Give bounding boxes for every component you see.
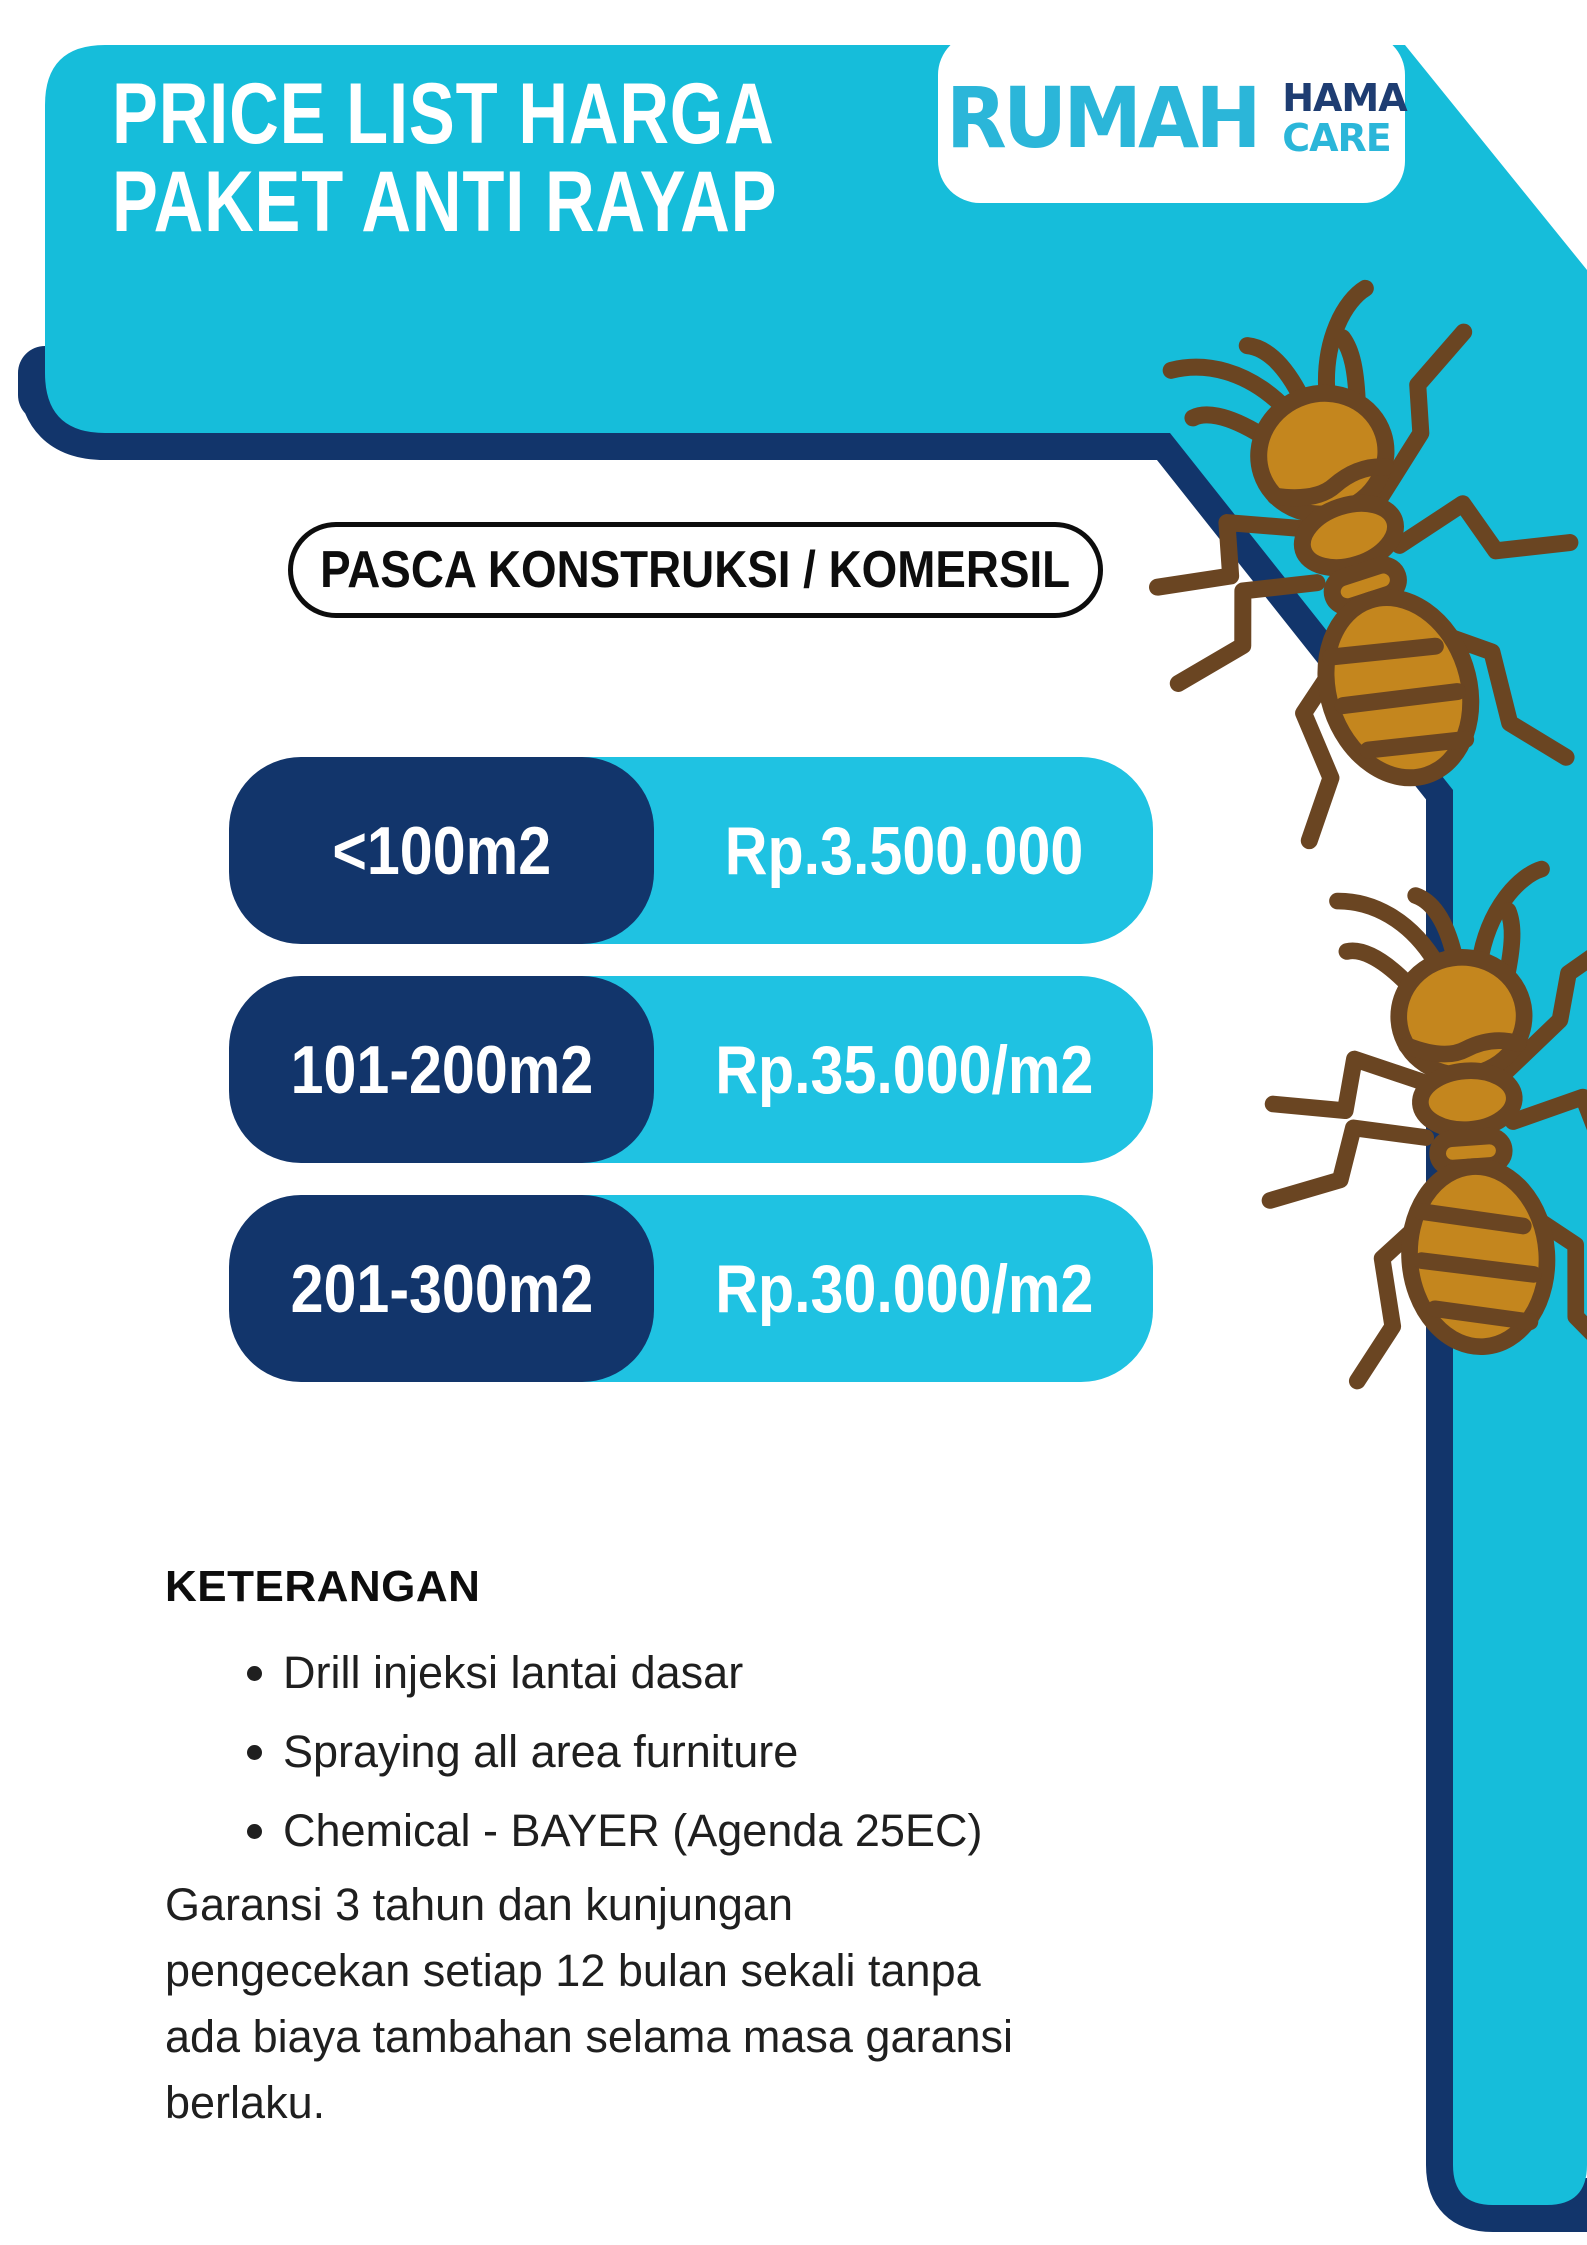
price-value: Rp.3.500.000 — [724, 812, 1084, 889]
area-pill — [229, 1195, 654, 1382]
page-title-line2: PAKET ANTI RAYAP — [112, 154, 778, 250]
price-row — [229, 1195, 1153, 1382]
price-value: Rp.30.000/m2 — [714, 1250, 1094, 1327]
logo-word-hama: HAMA — [1282, 76, 1407, 120]
notes-heading: KETERANGAN — [165, 1562, 481, 1611]
list-item: Chemical - BAYER (Agenda 25EC) — [165, 1806, 982, 1856]
guarantee-text: Garansi 3 tahun dan kunjungan pengecekan setiap 12 bulan sekali tanpa ada biaya tambahan selama masa garansi berlaku. — [165, 1879, 1014, 2128]
logo-subwords — [1282, 78, 1406, 158]
page-title-line1: PRICE LIST HARGA — [112, 66, 775, 162]
price-row — [229, 976, 1153, 1163]
category-badge-label: PASCA KONSTRUKSI / KOMERSIL — [320, 541, 1071, 599]
area-label: 101-200m2 — [290, 1031, 593, 1108]
area-pill — [229, 976, 654, 1163]
logo-wordmark: RUMAH — [946, 69, 1259, 167]
area-pill — [229, 757, 654, 944]
logo-word-care: CARE — [1282, 116, 1391, 160]
list-item: Drill injeksi lantai dasar — [165, 1648, 982, 1698]
list-item: Spraying all area furniture — [165, 1727, 982, 1777]
category-badge — [288, 522, 1103, 618]
logo — [938, 33, 1405, 203]
page-title — [112, 66, 944, 250]
notes-list — [165, 1648, 982, 1885]
price-row — [229, 757, 1153, 944]
area-label: 201-300m2 — [290, 1250, 593, 1327]
area-label: <100m2 — [332, 812, 551, 889]
price-value: Rp.35.000/m2 — [714, 1031, 1094, 1108]
